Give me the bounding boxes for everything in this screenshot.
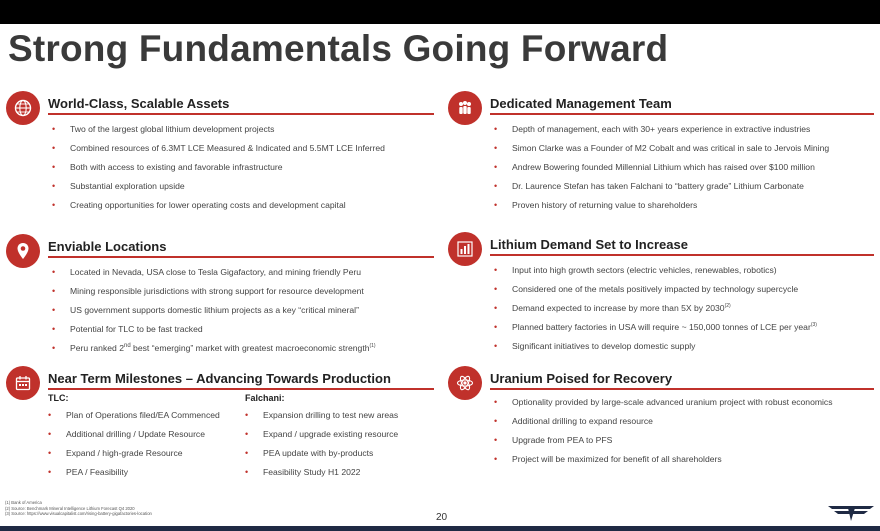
section-near-term-milestones — [6, 366, 436, 496]
bottom-rule — [0, 526, 880, 531]
footnote-ref: (2) — [724, 303, 731, 310]
list-item-text: Peru ranked 2 — [70, 343, 124, 353]
bullet-list — [492, 120, 829, 215]
list-item: • Andrew Bowering founded Millennial Lithium which has raised over $100 million — [492, 158, 829, 177]
footnote-ref: (1) — [369, 343, 376, 350]
list-item: • Simon Clarke was a Founder of M2 Cobalt and was critical in sale to Jervois Mining — [492, 139, 829, 158]
section-heading: World-Class, Scalable Assets — [48, 96, 230, 111]
section-divider — [48, 388, 434, 390]
map-pin-icon — [6, 234, 40, 268]
list-item: • Optionality provided by large-scale advanced uranium project with robust economics — [492, 393, 833, 412]
list-item: • Feasibility Study H1 2022 — [243, 463, 398, 482]
list-item: • Additional drilling to expand resource — [492, 412, 833, 431]
bullet-list — [492, 393, 833, 469]
footnote-ref: (3) — [810, 322, 817, 329]
list-item: • Significant initiatives to develop domestic supply — [492, 337, 817, 356]
tlc-bullet-list — [46, 406, 220, 482]
falchani-subheading: Falchani: — [245, 393, 285, 403]
list-item: • Input into high growth sectors (electric vehicles, renewables, robotics) — [492, 261, 817, 280]
section-heading: Lithium Demand Set to Increase — [490, 237, 688, 252]
section-world-class-assets — [6, 91, 436, 216]
section-management-team — [448, 91, 878, 216]
list-item: • Additional drilling / Update Resource — [46, 425, 220, 444]
list-item: • Expand / upgrade existing resource — [243, 425, 398, 444]
bullet-list — [492, 261, 817, 356]
list-item: • Combined resources of 6.3MT LCE Measured & Indicated and 5.5MT LCE Inferred — [50, 139, 385, 158]
list-item-text: best “emerging” market with greatest macroeconomic strength — [130, 343, 370, 353]
list-item — [50, 339, 376, 358]
globe-icon — [6, 91, 40, 125]
list-item: • Substantial exploration upside — [50, 177, 385, 196]
footnote: (2) Source: Benchmark Mineral Intelligence Lithium Forecast Q4 2020 — [5, 505, 135, 511]
list-item: • Mining responsible jurisdictions with strong support for resource development — [50, 282, 376, 301]
list-item: • Upgrade from PEA to PFS — [492, 431, 833, 450]
team-icon — [448, 91, 482, 125]
list-item-text: Planned battery factories in USA will require ~ 150,000 tonnes of LCE per year — [512, 322, 811, 332]
list-item: • Depth of management, each with 30+ years experience in extractive industries — [492, 120, 829, 139]
list-item: • Proven history of returning value to shareholders — [492, 196, 829, 215]
list-item: • PEA / Feasibility — [46, 463, 220, 482]
list-item: • Creating opportunities for lower operating costs and development capital — [50, 196, 385, 215]
list-item: • Plan of Operations filed/EA Commenced — [46, 406, 220, 425]
list-item: • Expand / high-grade Resource — [46, 444, 220, 463]
tlc-subheading: TLC: — [48, 393, 69, 403]
list-item: • Dr. Laurence Stefan has taken Falchani to “battery grade” Lithium Carbonate — [492, 177, 829, 196]
section-divider — [490, 388, 874, 390]
footnote: (1) Bank of America — [5, 500, 42, 505]
list-item — [492, 299, 817, 318]
list-item: • Project will be maximized for benefit of all shareholders — [492, 450, 833, 469]
list-item: • Located in Nevada, USA close to Tesla Gigafactory, and mining friendly Peru — [50, 263, 376, 282]
bullet-list — [50, 263, 376, 358]
calendar-icon — [6, 366, 40, 400]
superscript: nd — [123, 343, 131, 350]
section-lithium-demand — [448, 232, 878, 357]
slide-title: Strong Fundamentals Going Forward — [8, 28, 669, 69]
section-divider — [48, 256, 434, 258]
section-heading: Near Term Milestones – Advancing Towards Production — [48, 371, 391, 386]
list-item: • Both with access to existing and favorable infrastructure — [50, 158, 385, 177]
section-uranium-recovery — [448, 366, 878, 491]
list-item-text: Demand expected to increase by more than 5X by 2030 — [512, 303, 725, 313]
section-heading: Dedicated Management Team — [490, 96, 672, 111]
list-item: • US government supports domestic lithium projects as a key “critical mineral” — [50, 301, 376, 320]
list-item: • Expansion drilling to test new areas — [243, 406, 398, 425]
list-item: • Two of the largest global lithium development projects — [50, 120, 385, 139]
bullet-list — [50, 120, 385, 215]
section-heading: Enviable Locations — [48, 239, 167, 254]
list-item: • Potential for TLC to be fast tracked — [50, 320, 376, 339]
section-divider — [490, 113, 874, 115]
atom-icon — [448, 366, 482, 400]
list-item: • PEA update with by-products — [243, 444, 398, 463]
section-divider — [490, 254, 874, 256]
section-heading: Uranium Poised for Recovery — [490, 371, 673, 386]
list-item — [492, 318, 817, 337]
footnote: (3) Source: https://www.visualcapitalist.com/rising-battery-gigafactories-location — [5, 511, 152, 516]
page-number: 20 — [436, 512, 448, 523]
slide — [0, 24, 880, 531]
bar-chart-icon — [448, 232, 482, 266]
falchani-bullet-list — [243, 406, 398, 482]
list-item: • Considered one of the metals positively impacted by technology supercycle — [492, 280, 817, 299]
footnotes — [5, 500, 152, 517]
company-logo — [826, 500, 876, 522]
section-enviable-locations — [6, 234, 436, 359]
section-divider — [48, 113, 434, 115]
